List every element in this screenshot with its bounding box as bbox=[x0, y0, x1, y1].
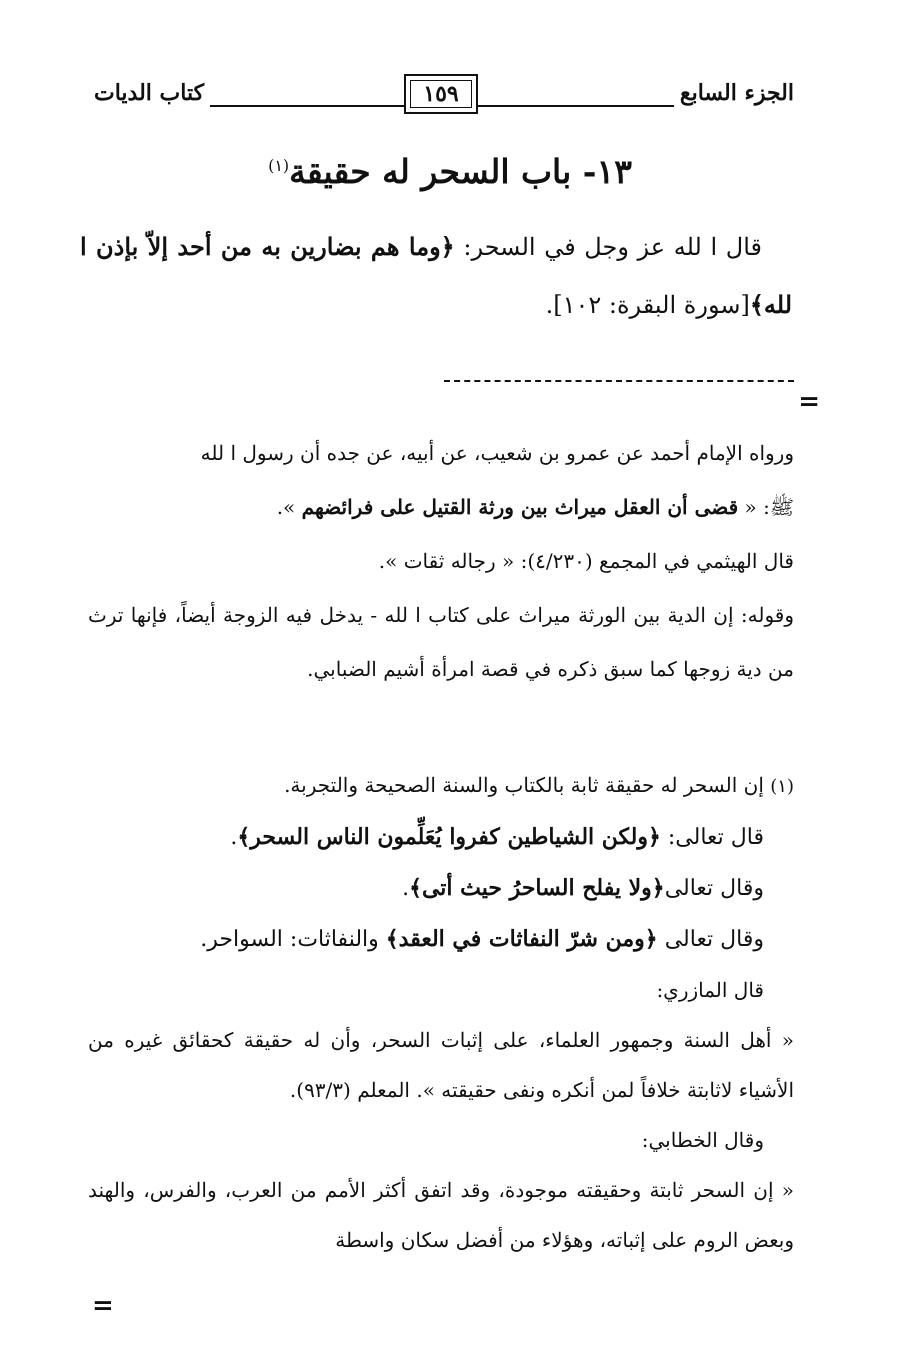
quran-verse: ﴿ولكن الشياطين كفروا يُعَلِّمون الناس السحر﴾ bbox=[237, 824, 661, 850]
chapter-title-text: ١٣- باب السحر له حقيقة bbox=[289, 152, 632, 191]
footnote-intro bbox=[88, 760, 794, 812]
quran-verse: ﴿ولا يفلح الساحرُ حيث أتى﴾ bbox=[409, 875, 665, 901]
chapter-title bbox=[100, 144, 800, 194]
footnote-intro-text: إن السحر له حقيقة ثابة بالكتاب والسنة الصحيحة والتجربة. bbox=[284, 773, 764, 797]
verse-lead: وقال تعالى bbox=[664, 876, 764, 901]
chapter-footnote-ref: (١) bbox=[268, 156, 290, 175]
continuation-marker-top: = bbox=[798, 387, 820, 417]
hadith-text: قضى أن العقل ميراث بين ورثة القتيل على فرائضهم bbox=[301, 495, 739, 519]
continued-note bbox=[88, 426, 794, 696]
verse-end: . bbox=[230, 825, 238, 850]
maziri-label: قال المازري: bbox=[656, 978, 764, 1002]
note-line: قال الهيثمي في المجمع (٤/٢٣٠): « رجاله ثقات ». bbox=[378, 549, 794, 573]
footnote-1 bbox=[88, 760, 794, 1265]
footnote-separator bbox=[444, 380, 794, 382]
quran-verse: ﴿وما هم بضارين به من أحد إلاّ بإذن ا لله﴾ bbox=[80, 232, 792, 319]
page-number: ١٥٩ bbox=[404, 74, 478, 114]
quran-verse: ﴿ومن شرّ النفاثات في العقد﴾ bbox=[385, 926, 658, 952]
footnote-number: (١) bbox=[770, 776, 794, 797]
main-paragraph bbox=[80, 218, 792, 334]
note-prefix: ﷺ: « bbox=[738, 495, 794, 519]
khattabi-quote: « إن السحر ثابتة وحقيقته موجودة، وقد اتفق أكثر الأمم من العرب، والفرس، والهند وبعض الروم على إثباته، وهؤلاء من أفضل سكان واسطة bbox=[88, 1178, 794, 1252]
verse-line-3 bbox=[88, 914, 794, 965]
verse-line-1 bbox=[88, 812, 794, 863]
khattabi-label: وقال الخطابي: bbox=[641, 1128, 764, 1152]
verse-lead: وقال تعالى bbox=[657, 927, 764, 952]
running-header bbox=[88, 74, 800, 118]
verse-end: والنفاثات: السواحر. bbox=[200, 927, 386, 952]
note-line: وقوله: إن الدية بين الورثة ميراث على كتاب ا لله - يدخل فيه الزوجة أيضاً، فإنها ترث من دية زوجها كما سبق ذكره في قصة امرأة أشيم الضبابي. bbox=[88, 603, 794, 681]
main-text bbox=[80, 218, 792, 334]
verse-citation: [سورة البقرة: ١٠٢]. bbox=[545, 291, 750, 319]
continuation-marker-bottom: = bbox=[92, 1291, 114, 1321]
note-suffix: ». bbox=[276, 495, 302, 519]
verse-line-2 bbox=[88, 863, 794, 914]
volume-label: الجزء السابع bbox=[674, 78, 800, 108]
verse-lead: قال تعالى: bbox=[660, 825, 764, 850]
maziri-quote: « أهل السنة وجمهور العلماء، على إثبات السحر، وأن له حقيقة كحقائق غيره من الأشياء لاثابتة خلافاً لمن أنكره ونفى حقيقته ». المعلم (٩٣/٣). bbox=[88, 1028, 794, 1102]
verse-end: . bbox=[402, 876, 410, 901]
note-line: ورواه الإمام أحمد عن عمرو بن شعيب، عن أبيه، عن جده أن رسول ا لله bbox=[200, 441, 794, 465]
main-lead: قال ا لله عز وجل في السحر: bbox=[454, 233, 762, 261]
note-line bbox=[88, 480, 794, 534]
book-label: كتاب الديات bbox=[88, 78, 210, 108]
